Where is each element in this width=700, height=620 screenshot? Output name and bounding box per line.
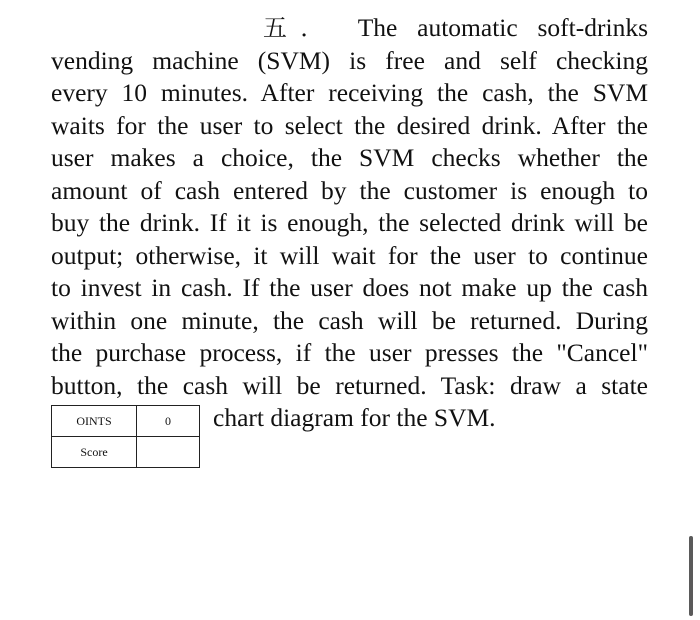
question-line: 五． The automatic soft-drinks	[263, 13, 648, 42]
question-number: 五．	[263, 14, 338, 42]
question-line: within one minute, the cash will be returned. During	[51, 305, 648, 335]
question-line: buy the drink. If it is enough, the selected drink will be	[51, 208, 648, 237]
points-value: 0	[137, 406, 200, 437]
score-value[interactable]	[137, 437, 200, 468]
question-text	[51, 12, 648, 435]
vertical-scrollbar[interactable]	[689, 536, 693, 616]
question-line: chart diagram for the SVM.	[213, 403, 496, 432]
question-line: waits for the user to select the desired drink. After the	[51, 110, 648, 140]
question-line: amount of cash entered by the customer is enough to	[51, 175, 648, 205]
question-line: button, the cash will be returned. Task: draw a state	[51, 370, 648, 400]
question-line: vending machine (SVM) is free and self checking	[51, 45, 648, 75]
question-line: to invest in cash. If the user does not make up the cash	[51, 273, 648, 302]
points-label: OINTS	[52, 406, 137, 437]
question-line: user makes a choice, the SVM checks whether the	[51, 143, 648, 172]
score-table	[51, 405, 200, 468]
question-line: every 10 minutes. After receiving the cash, the SVM	[51, 78, 648, 107]
question-line: the purchase process, if the user presses the "Cancel"	[51, 338, 648, 367]
score-label: Score	[52, 437, 137, 468]
question-line: output; otherwise, it will wait for the user to continue	[51, 240, 648, 270]
score-table-row	[52, 406, 200, 437]
score-table-row	[52, 437, 200, 468]
